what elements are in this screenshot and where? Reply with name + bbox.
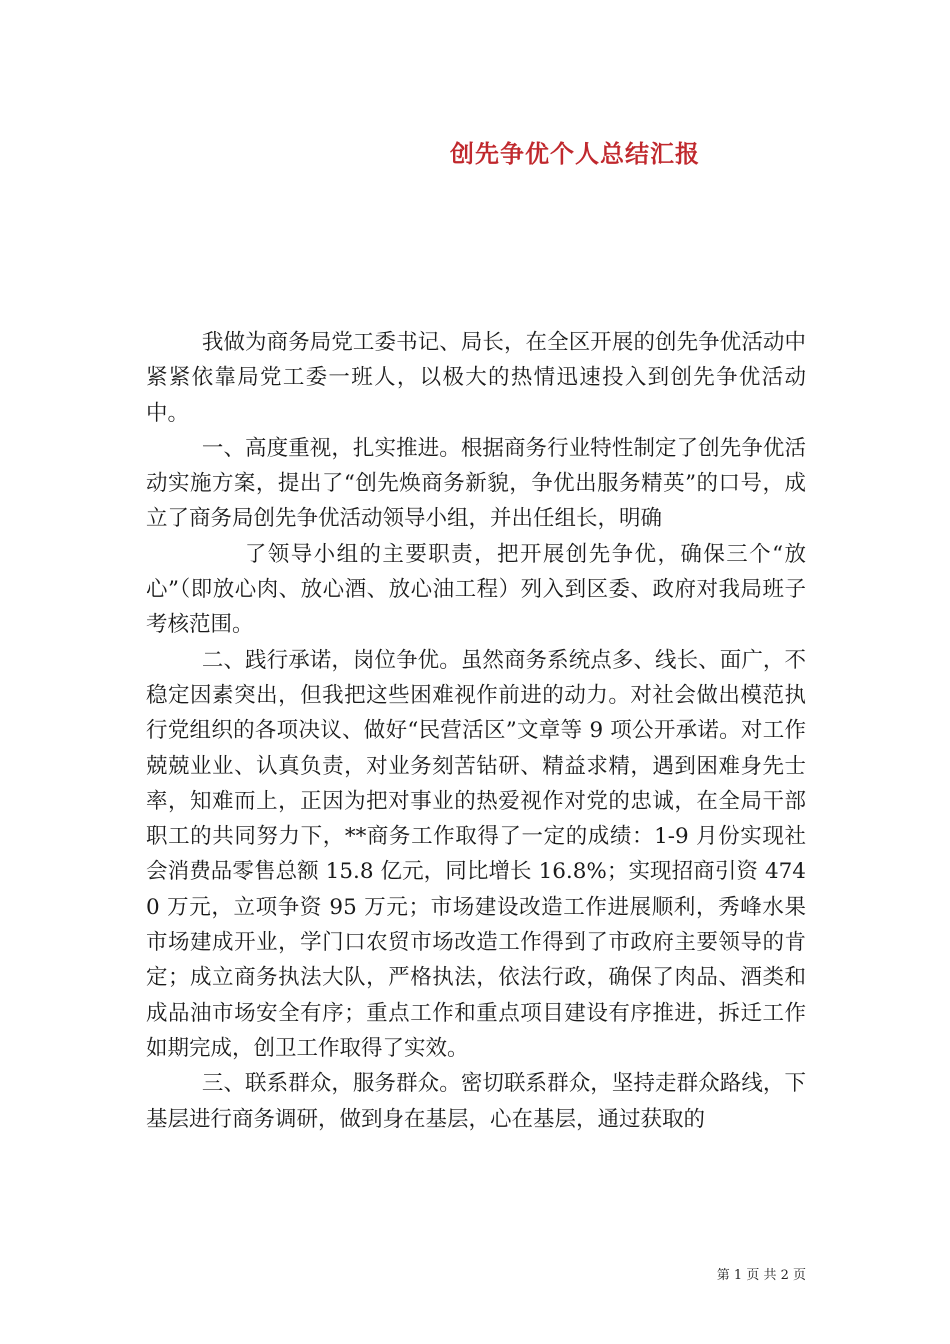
document-title: 创先争优个人总结汇报 bbox=[450, 140, 700, 168]
paragraph-section-3: 三、联系群众，服务群众。密切联系群众，坚持走群众路线，下基层进行商务调研，做到身在基层，心在基层，通过获取的 bbox=[146, 1071, 806, 1132]
paragraph-section-1-continued: 了领导小组的主要职责，把开展创先争优，确保三个“放心”（即放心肉、放心酒、放心油工程）列入到区委、政府对我局班子考核范围。 bbox=[146, 541, 806, 638]
paragraph-intro: 我做为商务局党工委书记、局长，在全区开展的创先争优活动中紧紧依靠局党工委一班人，以极大的热情迅速投入到创先争优活动中。 bbox=[146, 330, 806, 426]
page-number-footer: 第 1 页 共 2 页 bbox=[716, 1268, 806, 1283]
paragraph-section-2: 二、践行承诺，岗位争优。虽然商务系统点多、线长、面广，不稳定因素突出，但我把这些困难视作前进的动力。对社会做出模范执行党组织的各项决议、做好“民营活区”文章等 9 项公开承诺。对工作兢兢业业、认真负责，对业务刻苦钻研、精益求精，遇到困难身先士率，知难而上，正因为把对事业的热爱视作对党的忠诚，在全局干部职工的共同努力下，**商务工作取得了一定的成绩：1-9 月份实现社会消费品零售总额 15.8 亿元，同比增长 16.8%；实现招商引资 4740 万元，立项争资 95 万元；市场建设改造工作进展顺利，秀峰水果市场建成开业，学门口农贸市场改造工作得到了市政府主要领导的肯定；成立商务执法大队，严格执法，依法行政，确保了肉品、酒类和成品油市场安全有序；重点工作和重点项目建设有序推进，拆迁工作如期完成，创卫工作取得了实效。 bbox=[146, 647, 806, 1061]
document-body bbox=[146, 325, 806, 1137]
paragraph-section-1: 一、高度重视，扎实推进。根据商务行业特性制定了创先争优活动实施方案，提出了“创先焕商务新貌，争优出服务精英”的口号，成立了商务局创先争优活动领导小组，并出任组长，明确 bbox=[146, 435, 806, 532]
